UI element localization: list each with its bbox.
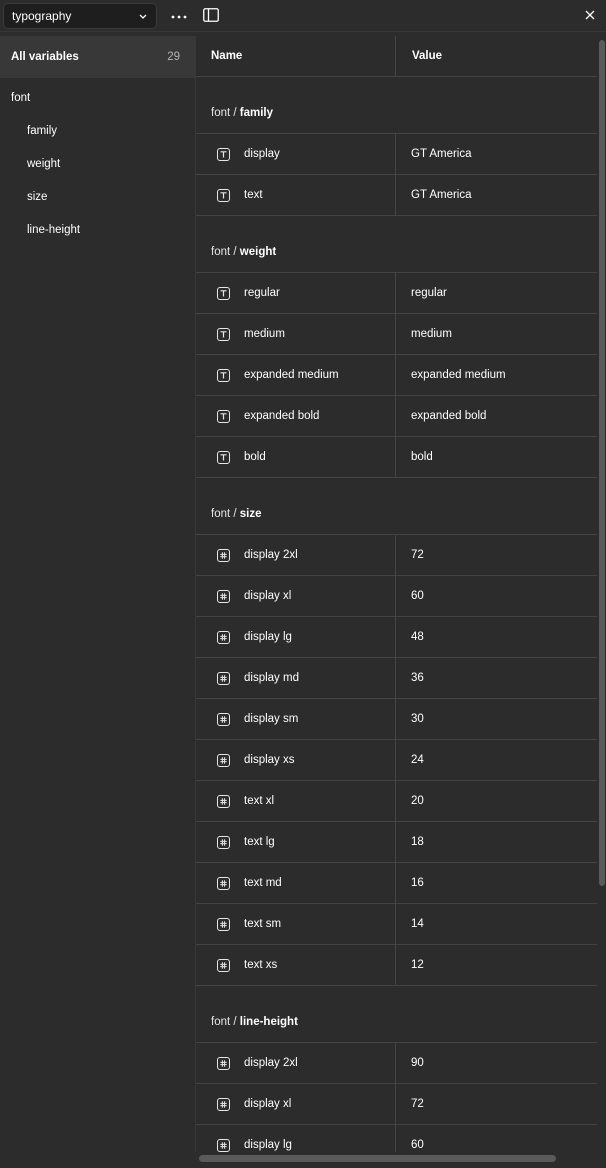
sidebar-group-font[interactable]: font — [11, 91, 31, 104]
variable-name-cell[interactable] — [196, 535, 396, 575]
number-type-icon — [217, 549, 230, 562]
group-path-prefix: font / — [211, 107, 240, 119]
variable-name: display — [244, 148, 280, 160]
group-path-name: size — [239, 508, 262, 520]
number-type-icon — [217, 631, 230, 644]
variable-value[interactable]: 30 — [411, 713, 424, 725]
variable-name: display sm — [244, 713, 299, 725]
variable-row[interactable] — [196, 863, 597, 904]
number-type-icon — [217, 713, 230, 726]
variable-value[interactable]: 60 — [411, 590, 424, 602]
variable-value[interactable]: expanded bold — [411, 410, 487, 422]
variable-name: expanded medium — [244, 369, 339, 381]
number-type-icon — [217, 1139, 230, 1152]
chevron-down-icon — [138, 11, 148, 21]
variable-value[interactable]: medium — [411, 328, 452, 340]
variable-name-cell[interactable] — [196, 945, 396, 985]
sidebar-item-line-height[interactable]: line-height — [27, 223, 81, 236]
variable-row[interactable] — [196, 396, 597, 437]
variable-name: text xl — [244, 795, 275, 807]
variable-name: regular — [244, 287, 280, 299]
sidebar-item-size[interactable]: size — [27, 190, 48, 203]
variable-row[interactable] — [196, 437, 597, 478]
more-options-button[interactable] — [168, 4, 190, 28]
variable-name-cell[interactable] — [196, 175, 396, 215]
close-button[interactable] — [580, 6, 600, 26]
group-path-prefix: font / — [211, 1016, 240, 1028]
variable-name: medium — [244, 328, 285, 340]
group-path-name: family — [239, 107, 274, 119]
number-type-icon — [217, 877, 230, 890]
variable-name: display xl — [244, 590, 292, 602]
variable-name-cell[interactable] — [196, 134, 396, 174]
variable-value[interactable]: 14 — [411, 918, 424, 930]
variable-value[interactable]: 24 — [411, 754, 424, 766]
variable-name-cell[interactable] — [196, 576, 396, 616]
group-header-line-height — [196, 986, 597, 1043]
variable-value[interactable]: bold — [411, 451, 433, 463]
group-path-name: line-height — [239, 1016, 298, 1028]
variable-value[interactable]: 20 — [411, 795, 424, 807]
variable-name: text sm — [244, 918, 282, 930]
variable-value[interactable]: 48 — [411, 631, 424, 643]
number-type-icon — [217, 959, 230, 972]
variable-row[interactable] — [196, 576, 597, 617]
text-type-icon — [217, 410, 230, 423]
group-header-weight — [196, 216, 597, 273]
variable-row[interactable] — [196, 273, 597, 314]
number-type-icon — [217, 918, 230, 931]
sidebar-toggle-icon — [203, 8, 219, 25]
variable-row[interactable] — [196, 781, 597, 822]
variable-row[interactable] — [196, 617, 597, 658]
variable-row[interactable] — [196, 658, 597, 699]
variable-value[interactable]: 60 — [411, 1139, 424, 1151]
variable-name-cell[interactable] — [196, 1125, 396, 1152]
toggle-sidebar-button[interactable] — [200, 5, 222, 27]
variable-name: display 2xl — [244, 549, 298, 561]
variable-name: display lg — [244, 1139, 292, 1151]
variable-name-cell[interactable] — [196, 781, 396, 821]
variables-table — [195, 36, 597, 1152]
variable-name: text lg — [244, 836, 275, 848]
variable-name: display xs — [244, 754, 295, 766]
all-variables-item[interactable] — [0, 36, 195, 78]
all-variables-count: 29 — [167, 51, 180, 63]
variable-row[interactable] — [196, 740, 597, 781]
group-path-name: weight — [239, 246, 277, 258]
variable-name-cell[interactable] — [196, 699, 396, 739]
variable-name: text xs — [244, 959, 278, 971]
variable-value[interactable]: 16 — [411, 877, 424, 889]
variable-row[interactable] — [196, 314, 597, 355]
vertical-scrollbar[interactable] — [599, 40, 605, 886]
group-path-prefix: font / — [211, 246, 240, 258]
variable-row[interactable] — [196, 134, 597, 175]
variable-name-cell[interactable] — [196, 863, 396, 903]
sidebar-item-family[interactable]: family — [27, 124, 58, 137]
group-header-size — [196, 478, 597, 535]
variable-name: display md — [244, 672, 299, 684]
variable-name-cell[interactable] — [196, 437, 396, 477]
variable-name: text — [244, 189, 263, 201]
all-variables-label: All variables — [11, 51, 79, 63]
table-header — [196, 36, 597, 77]
text-type-icon — [217, 328, 230, 341]
number-type-icon — [217, 1057, 230, 1070]
text-type-icon — [217, 369, 230, 382]
variable-row[interactable] — [196, 945, 597, 986]
horizontal-scrollbar[interactable] — [199, 1155, 556, 1162]
more-horizontal-icon — [171, 10, 187, 22]
variable-row[interactable] — [196, 1084, 597, 1125]
number-type-icon — [217, 795, 230, 808]
variable-row[interactable] — [196, 535, 597, 576]
text-type-icon — [217, 189, 230, 202]
variable-name: expanded bold — [244, 410, 320, 422]
variable-name: display 2xl — [244, 1057, 298, 1069]
number-type-icon — [217, 754, 230, 767]
group-header-family — [196, 77, 597, 134]
toolbar — [0, 0, 606, 32]
variable-row[interactable] — [196, 1043, 597, 1084]
column-header-value[interactable]: Value — [412, 50, 443, 62]
variable-name-cell[interactable] — [196, 904, 396, 944]
variable-name: text md — [244, 877, 282, 889]
group-path-prefix: font / — [211, 508, 240, 520]
variable-name-cell[interactable] — [196, 273, 396, 313]
variable-row[interactable] — [196, 175, 597, 216]
close-icon — [585, 10, 595, 23]
variables-sidebar — [0, 36, 195, 1168]
variable-value[interactable]: regular — [411, 287, 447, 299]
variable-value[interactable]: 36 — [411, 672, 424, 684]
variable-value[interactable]: GT America — [411, 189, 472, 201]
variable-name-cell[interactable] — [196, 355, 396, 395]
collection-name: typography — [12, 9, 72, 23]
variable-row[interactable] — [196, 822, 597, 863]
text-type-icon — [217, 451, 230, 464]
column-header-name[interactable]: Name — [196, 36, 396, 76]
variable-value[interactable]: 90 — [411, 1057, 424, 1069]
variable-value[interactable]: 72 — [411, 549, 424, 561]
variable-name: display xl — [244, 1098, 292, 1110]
variable-name-cell[interactable] — [196, 822, 396, 862]
variable-row[interactable] — [196, 1125, 597, 1152]
number-type-icon — [217, 672, 230, 685]
variable-name-cell[interactable] — [196, 314, 396, 354]
collection-dropdown[interactable] — [3, 3, 157, 29]
number-type-icon — [217, 590, 230, 603]
variable-row[interactable] — [196, 904, 597, 945]
variable-name-cell[interactable] — [196, 658, 396, 698]
variable-name: bold — [244, 451, 266, 463]
variable-row[interactable] — [196, 355, 597, 396]
variable-value[interactable]: 12 — [411, 959, 424, 971]
variable-name-cell[interactable] — [196, 1043, 396, 1083]
variable-name-cell[interactable] — [196, 617, 396, 657]
variable-name: display lg — [244, 631, 292, 643]
variable-name-cell[interactable] — [196, 396, 396, 436]
variable-value[interactable]: 72 — [411, 1098, 424, 1110]
variable-name-cell[interactable] — [196, 740, 396, 780]
number-type-icon — [217, 836, 230, 849]
variable-value[interactable]: 18 — [411, 836, 424, 848]
text-type-icon — [217, 148, 230, 161]
variable-value[interactable]: expanded medium — [411, 369, 506, 381]
variable-value[interactable]: GT America — [411, 148, 472, 160]
variable-row[interactable] — [196, 699, 597, 740]
sidebar-item-weight[interactable]: weight — [27, 157, 61, 170]
number-type-icon — [217, 1098, 230, 1111]
variable-name-cell[interactable] — [196, 1084, 396, 1124]
text-type-icon — [217, 287, 230, 300]
